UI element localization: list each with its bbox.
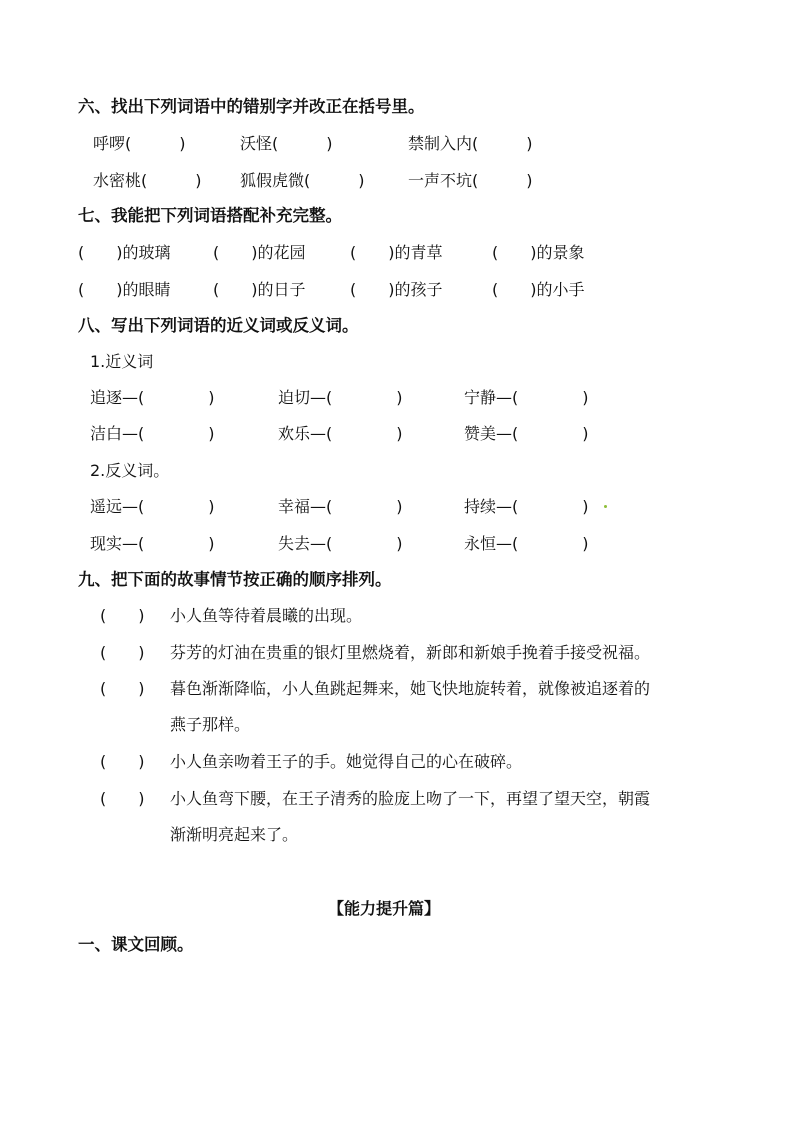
story-item-cont: 渐渐明亮起来了。 [170,825,299,844]
sec7-item: ( )的日子 [213,280,306,299]
ability-heading: 【能力提升篇】 [328,899,441,918]
section-8-title: 八、写出下列词语的近义词或反义词。 [78,316,359,335]
review-title: 一、课文回顾。 [78,935,194,954]
story-item: 小人鱼弯下腰，在王子清秀的脸庞上吻了一下，再望了望天空，朝霞 [170,789,651,808]
sec6-item: 狐假虎微( ) [240,171,365,190]
order-paren: ( ) [100,789,145,808]
sec7-item: ( )的孩子 [350,280,443,299]
section-7-title: 七、我能把下列词语搭配补充完整。 [78,206,342,225]
synonym-item: 欢乐—( ) [278,424,403,443]
order-paren: ( ) [100,643,145,662]
synonym-item: 赞美—( ) [464,424,589,443]
sec7-item: ( )的眼睛 [78,280,171,299]
antonym-item: 现实—( ) [90,534,215,553]
section-6-title: 六、找出下列词语中的错别字并改正在括号里。 [78,97,425,116]
story-item: 暮色渐渐降临，小人鱼跳起舞来，她飞快地旋转着，就像被追逐着的 [170,679,651,698]
antonym-item: 幸福—( ) [278,497,403,516]
sec7-item: ( )的花园 [213,243,306,262]
sec6-item: 水密桃( ) [93,171,202,190]
story-item-cont: 燕子那样。 [170,715,251,734]
story-item: 小人鱼亲吻着王子的手。她觉得自己的心在破碎。 [170,752,523,771]
sec6-item: 禁制入内( ) [408,134,533,153]
order-paren: ( ) [100,752,145,771]
sec7-item: ( )的景象 [492,243,585,262]
antonym-item: 遥远—( ) [90,497,215,516]
sec7-item: ( )的小手 [492,280,585,299]
section-9-title: 九、把下面的故事情节按正确的顺序排列。 [78,570,392,589]
sec7-item: ( )的青草 [350,243,443,262]
antonym-item: 持续—( ) [464,497,589,516]
antonym-item: 失去—( ) [278,534,403,553]
antonym-item: 永恒—( ) [464,534,589,553]
synonym-item: 洁白—( ) [90,424,215,443]
sec6-item: 沃怪( ) [240,134,333,153]
synonym-item: 追逐—( ) [90,388,215,407]
story-item: 小人鱼等待着晨曦的出现。 [170,606,363,625]
order-paren: ( ) [100,606,145,625]
story-item: 芬芳的灯油在贵重的银灯里燃烧着，新郎和新娘手挽着手接受祝福。 [170,643,651,662]
synonym-item: 宁静—( ) [464,388,589,407]
synonym-item: 迫切—( ) [278,388,403,407]
synonym-label: 1.近义词 [90,352,154,371]
sec7-item: ( )的玻璃 [78,243,171,262]
order-paren: ( ) [100,679,145,698]
stray-mark [604,505,607,508]
sec6-item: 一声不坑( ) [408,171,533,190]
antonym-label: 2.反义词。 [90,461,170,480]
sec6-item: 呼啰( ) [93,134,186,153]
